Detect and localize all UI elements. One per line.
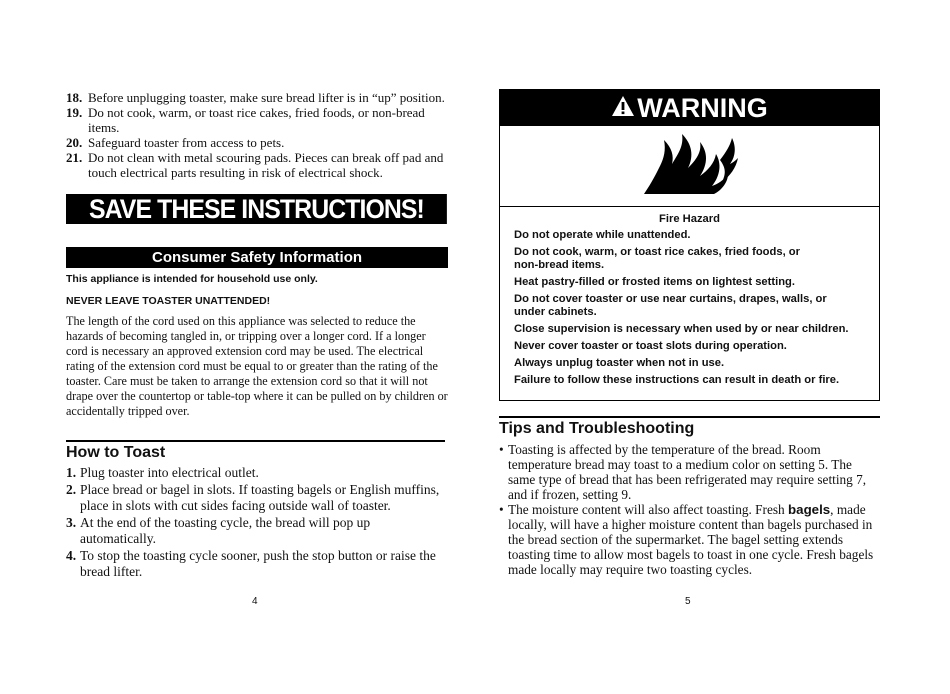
step-number: 4.: [66, 548, 77, 563]
step-text: Place bread or bagel in slots. If toasting bagels or English muffins, place in slots with cut sides facing outside wall of toaster.: [80, 482, 440, 513]
warning-line: Do not cook, warm, or toast rice cakes, fried foods, or non-bread items.: [514, 246, 800, 271]
list-item: [66, 482, 448, 514]
tip-text-end: , made locally, will have a higher moisture content than bagels purchased in the bread section of the supermarket. The bagel setting extends toasting time to allow most bagels to toast in one cycle. Fresh bagels made locally may require two toasting cycles.: [508, 502, 874, 577]
never-leave-note: NEVER LEAVE TOASTER UNATTENDED!: [66, 295, 271, 307]
tip-text: Toasting is affected by the temperature of the bread. Room temperature bread may toast to a medium color on setting 5. The same type of bread that has been refrigerated may require setting 7, and if frozen, setting 9.: [508, 442, 867, 502]
warning-line: Failure to follow these instructions can result in death or fire.: [514, 374, 840, 386]
warning-triangle-icon: [611, 90, 635, 126]
section-divider: [499, 416, 880, 418]
rule-text: Safeguard toaster from access to pets.: [88, 135, 285, 150]
how-to-toast-steps: [66, 465, 448, 581]
list-item: [66, 515, 448, 547]
tip-text-start: The moisture content will also affect toasting. Fresh: [508, 502, 789, 517]
list-item: [499, 502, 881, 577]
warning-line: Close supervision is necessary when used by or near children.: [514, 323, 849, 335]
fire-hazard-title: Fire Hazard: [659, 213, 720, 225]
list-item: [66, 105, 448, 135]
warning-box: [499, 89, 880, 401]
step-number: 3.: [66, 515, 77, 530]
step-text: Plug toaster into electrical outlet.: [80, 465, 259, 480]
warning-line: Do not cover toaster or use near curtains, drapes, walls, or under cabinets.: [514, 293, 827, 318]
fire-image-area: [500, 126, 879, 207]
list-item: [66, 150, 448, 180]
warning-title: WARNING: [637, 93, 768, 123]
household-use-note: This appliance is intended for household use only.: [66, 273, 318, 285]
list-item: [499, 442, 881, 502]
bullet-icon: •: [499, 442, 504, 457]
rule-text: Do not clean with metal scouring pads. Pieces can break off pad and touch electrical parts resulting in risk of electrical shock.: [88, 150, 444, 180]
rule-number: 21.: [66, 150, 83, 165]
tips-list: [499, 442, 881, 577]
step-number: 1.: [66, 465, 77, 480]
warning-line: Do not operate while unattended.: [514, 229, 691, 241]
how-to-toast-heading: How to Toast: [66, 444, 166, 461]
bullet-icon: •: [499, 502, 504, 517]
safety-rules-list: [66, 90, 448, 180]
list-item: [66, 90, 448, 105]
list-item: [66, 135, 448, 150]
list-item: [66, 548, 448, 580]
fire-icon: [642, 130, 738, 196]
warning-line: Heat pastry-filled or frosted items on lightest setting.: [514, 276, 795, 288]
warning-body: [500, 207, 879, 387]
page-number: 5: [685, 596, 691, 607]
rule-text: Do not cook, warm, or toast rice cakes, fried foods, or non-bread items.: [88, 105, 425, 135]
consumer-safety-banner: Consumer Safety Information: [66, 247, 448, 268]
step-text: At the end of the toasting cycle, the bread will pop up automatically.: [80, 515, 371, 546]
bagels-emphasis: bagels: [788, 502, 831, 517]
page-number: 4: [252, 596, 258, 607]
rule-number: 19.: [66, 105, 83, 120]
tips-heading: Tips and Troubleshooting: [499, 420, 695, 437]
rule-number: 20.: [66, 135, 83, 150]
cord-paragraph: The length of the cord used on this appliance was selected to reduce the hazards of becoming tangled in, or tripping over a longer cord. If a longer cord is necessary an approved extension cord may be used. The electrical rating of the extension cord must be equal to or greater than the rating of the toaster. Care must be taken to arrange the extension cord so that it will not drape over the countertop or table-top where it can be pulled on by children or accidentally tripped over.: [66, 314, 448, 418]
warning-line: Never cover toaster or toast slots during operation.: [514, 340, 787, 352]
section-divider: [66, 440, 445, 442]
rule-number: 18.: [66, 90, 83, 105]
warning-line: Always unplug toaster when not in use.: [514, 357, 725, 369]
list-item: [66, 465, 448, 481]
rule-text: Before unplugging toaster, make sure bread lifter is in “up” position.: [88, 90, 445, 105]
step-text: To stop the toasting cycle sooner, push the stop button or raise the bread lifter.: [80, 548, 436, 579]
step-number: 2.: [66, 482, 77, 497]
save-instructions-banner: SAVE THESE INSTRUCTIONS!: [66, 194, 447, 224]
warning-header: [500, 90, 879, 126]
